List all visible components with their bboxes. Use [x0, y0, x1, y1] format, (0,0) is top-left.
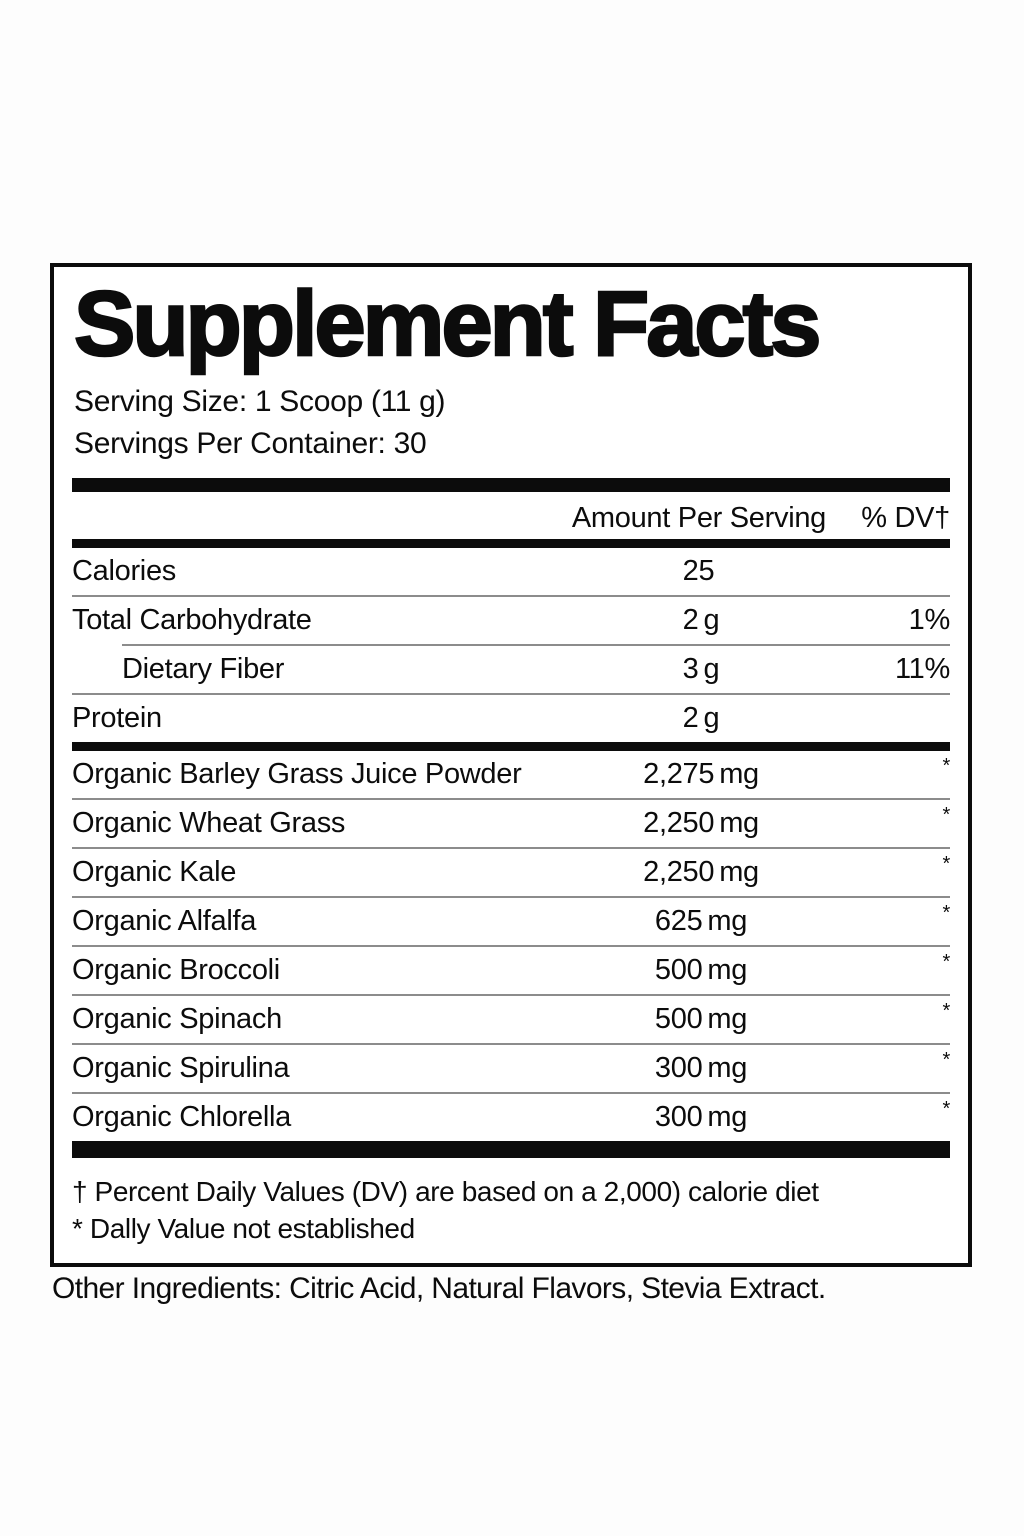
- amount-value: 2,250: [643, 855, 715, 888]
- ingredient-dv-asterisk: *: [942, 1048, 950, 1071]
- amount-unit: g: [703, 701, 720, 734]
- amount-value: 2,250: [643, 806, 715, 839]
- serving-size: Serving Size: 1 Scoop (11 g): [74, 384, 446, 418]
- amount-unit: mg: [707, 904, 748, 937]
- divider-bar-medium: [72, 539, 950, 548]
- amount-unit: mg: [719, 806, 759, 839]
- ingredient-amount: [576, 856, 826, 889]
- other-ingredients-line: Other Ingredients: Citric Acid, Natural Flavors, Stevia Extract.: [52, 1272, 826, 1305]
- ingredient-name: Organic Alfalfa: [72, 904, 257, 937]
- nutrient-row-total-carbohydrate: [72, 597, 950, 644]
- ingredient-dv-asterisk: *: [942, 803, 950, 826]
- nutrient-amount: [576, 555, 826, 588]
- amount-value: 2: [682, 701, 699, 734]
- amount-value: 500: [654, 1002, 703, 1035]
- ingredient-dv-asterisk: *: [942, 852, 950, 875]
- ingredient-row-spirulina: [72, 1045, 950, 1092]
- amount-value: 500: [654, 953, 703, 986]
- ingredient-dv-asterisk: *: [942, 950, 950, 973]
- ingredient-amount: [576, 807, 826, 840]
- divider-bar-thick: [72, 1141, 950, 1158]
- amount-value: 2,275: [643, 757, 715, 790]
- ingredient-amount: [576, 1003, 826, 1036]
- ingredient-amount: [576, 758, 826, 791]
- servings-per-container: Servings Per Container: 30: [74, 426, 427, 460]
- amount-unit: g: [703, 652, 720, 685]
- ingredient-row-chlorella: [72, 1094, 950, 1141]
- ingredient-row-broccoli: [72, 947, 950, 994]
- ingredient-name: Organic Broccoli: [72, 953, 280, 986]
- amount-unit: mg: [707, 953, 748, 986]
- nutrient-name: Calories: [72, 554, 176, 587]
- ingredient-dv-asterisk: *: [942, 901, 950, 924]
- nutrient-row-dietary-fiber: [72, 646, 950, 693]
- ingredient-amount: [576, 905, 826, 938]
- ingredient-amount: [576, 1052, 826, 1085]
- divider-bar-medium: [72, 742, 950, 751]
- nutrient-row-protein: [72, 695, 950, 742]
- amount-unit: g: [703, 603, 720, 636]
- amount-value: 300: [654, 1051, 703, 1084]
- amount-value: 2: [682, 603, 699, 636]
- nutrient-name: Protein: [72, 701, 162, 734]
- amount-unit: mg: [719, 855, 759, 888]
- amount-unit: mg: [719, 757, 759, 790]
- nutrient-row-calories: [72, 548, 950, 595]
- divider-bar-thick: [72, 478, 950, 492]
- ingredient-row-spinach: [72, 996, 950, 1043]
- nutrient-dv: 1%: [908, 603, 950, 636]
- ingredient-name: Organic Chlorella: [72, 1100, 291, 1133]
- ingredient-name: Organic Spinach: [72, 1002, 282, 1035]
- nutrient-amount: [576, 604, 826, 637]
- ingredient-name: Organic Spirulina: [72, 1051, 290, 1084]
- amount-value: 3: [682, 652, 699, 685]
- nutrient-amount: [576, 702, 826, 735]
- footnote-daily-value: † Percent Daily Values (DV) are based on a 2,000) calorie diet: [72, 1175, 819, 1207]
- column-header-amount: Amount Per Serving: [571, 501, 826, 534]
- nutrient-dv: 11%: [895, 652, 950, 685]
- ingredient-name: Organic Kale: [72, 855, 237, 888]
- footnote-not-established: * Dally Value not established: [72, 1212, 415, 1244]
- amount-value: 25: [682, 554, 715, 587]
- ingredient-row-alfalfa: [72, 898, 950, 945]
- ingredient-name: Organic Wheat Grass: [72, 806, 346, 839]
- ingredient-row-wheat-grass: [72, 800, 950, 847]
- column-header-dv: % DV†: [861, 501, 950, 534]
- nutrient-name: Total Carbohydrate: [72, 603, 312, 636]
- ingredient-name: Organic Barley Grass Juice Powder: [72, 757, 522, 790]
- amount-unit: mg: [707, 1051, 748, 1084]
- ingredient-amount: [576, 954, 826, 987]
- panel-title: Supplement Facts: [74, 273, 819, 375]
- ingredient-dv-asterisk: *: [942, 1097, 950, 1120]
- footnotes: [72, 1173, 950, 1247]
- amount-value: 300: [654, 1100, 703, 1133]
- amount-unit: mg: [707, 1100, 748, 1133]
- ingredient-dv-asterisk: *: [942, 999, 950, 1022]
- ingredient-row-kale: [72, 849, 950, 896]
- column-header-row: [72, 492, 950, 539]
- ingredient-amount: [576, 1101, 826, 1134]
- nutrient-name: Dietary Fiber: [122, 652, 285, 685]
- amount-value: 625: [654, 904, 703, 937]
- nutrient-amount: [576, 653, 826, 686]
- amount-unit: mg: [707, 1002, 748, 1035]
- ingredient-dv-asterisk: *: [942, 754, 950, 777]
- ingredient-row-barley-grass: [72, 751, 950, 798]
- supplement-facts-panel: [50, 263, 972, 1267]
